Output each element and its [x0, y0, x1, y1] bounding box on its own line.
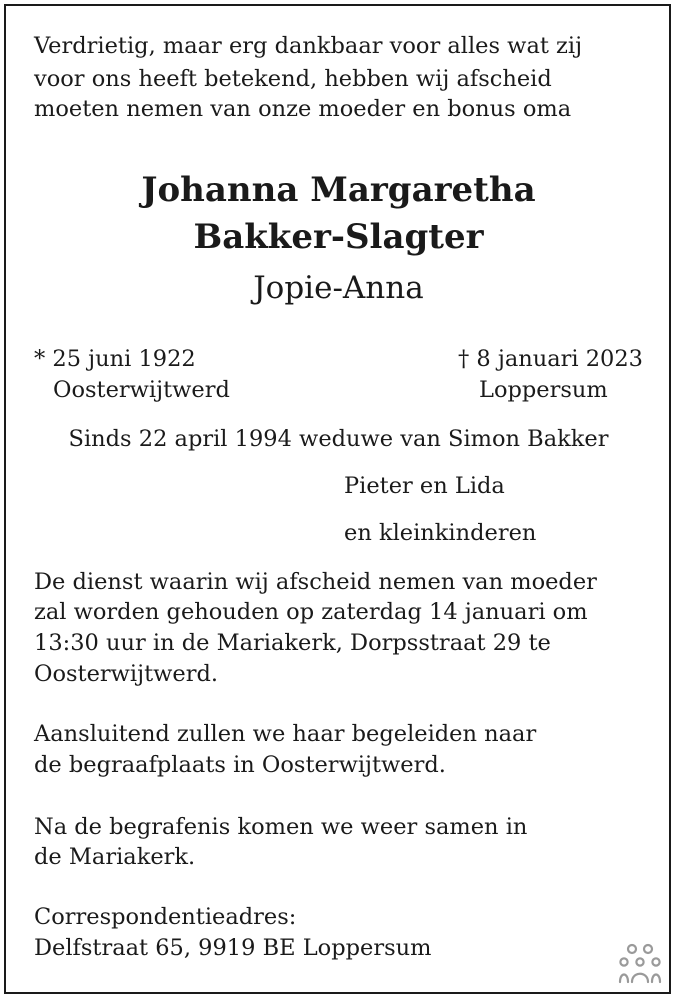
intro-line-3: moeten nemen van onze moeder en bonus oma — [34, 96, 572, 122]
death-date: † 8 januari 2023 — [457, 346, 643, 372]
burial-line-2: de begraafplaats in Oosterwijtwerd. — [34, 752, 446, 778]
service-line-2: zal worden gehouden op zaterdag 14 januari om — [34, 599, 588, 625]
gathering-line-1: Na de begrafenis komen we weer samen in — [34, 814, 528, 840]
deceased-name-first: Johanna Margaretha — [141, 170, 536, 210]
family-grandchildren: en kleinkinderen — [344, 520, 537, 546]
gathering-line-2: de Mariakerk. — [34, 844, 196, 870]
people-group-icon — [618, 942, 662, 986]
widow-note: Sinds 22 april 1994 weduwe van Simon Bakker — [68, 426, 609, 452]
intro-line-2: voor ons heeft betekend, hebben wij afscheid — [34, 66, 552, 92]
correspondence-address: Delfstraat 65, 9919 BE Loppersum — [34, 935, 432, 961]
correspondence-label: Correspondentieadres: — [34, 904, 297, 930]
intro-line-1: Verdrietig, maar erg dankbaar voor alles wat zij — [34, 33, 583, 59]
service-line-4: Oosterwijtwerd. — [34, 661, 219, 687]
deceased-nickname: Jopie-Anna — [253, 270, 424, 306]
family-names: Pieter en Lida — [344, 473, 505, 499]
service-line-3: 13:30 uur in de Mariakerk, Dorpsstraat 29 te — [34, 630, 551, 656]
birth-place: Oosterwijtwerd — [53, 377, 230, 403]
service-line-1: De dienst waarin wij afscheid nemen van moeder — [34, 569, 597, 595]
death-place: Loppersum — [479, 377, 608, 403]
deceased-name-last: Bakker-Slagter — [193, 217, 484, 257]
birth-date: * 25 juni 1922 — [34, 346, 196, 372]
burial-line-1: Aansluitend zullen we haar begeleiden naar — [34, 721, 537, 747]
